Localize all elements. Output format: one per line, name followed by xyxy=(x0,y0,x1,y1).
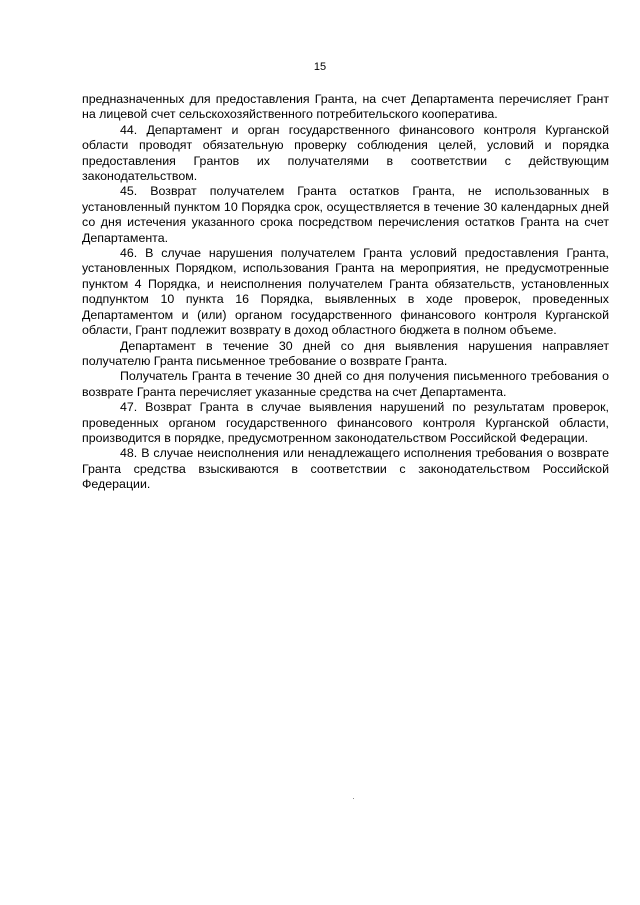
page-number: 15 xyxy=(313,61,327,73)
paragraph-44: 44. Департамент и орган государственного финансового контроля Курганской области проводят обязательную проверку соблюдения целей, условий и порядка предоставления Грантов их получателями в соответствии с действующим законодательством. xyxy=(82,122,609,184)
paragraph-continuation: предназначенных для предоставления Гранта, на счет Департамента перечисляет Грант на лицевой счет сельскохозяйственного потребительского кооператива. xyxy=(82,92,609,122)
paragraph-46: 46. В случае нарушения получателем Гранта условий предоставления Гранта, установленных Порядком, использования Гранта на мероприятия, не предусмотренные пунктом 4 Порядка, и неисполнения получателем Гранта обязательств, установленных подпунктом 10 пункта 16 Порядка, выявленных в ходе проверок, проведенных Департаментом и (или) органом государственного финансового контроля Курганской области, Грант подлежит возврату в доход областного бюджета в полном объеме. xyxy=(82,246,609,338)
paragraph-45: 45. Возврат получателем Гранта остатков Гранта, не использованных в установленный пунктом 10 Порядка срок, осуществляется в течение 30 календарных дней со дня истечения указанного срока посредством перечисления остатков Гранта на счет Департамента. xyxy=(82,184,609,245)
paragraph-46-notice: Департамент в течение 30 дней со дня выявления нарушения направляет получателю Гранта письменное требование о возврате Гранта. xyxy=(82,338,609,368)
document-body xyxy=(82,92,609,493)
paragraph-46-repayment: Получатель Гранта в течение 30 дней со дня получения письменного требования о возврате Гранта перечисляет указанные средства на счет Департамента. xyxy=(82,369,609,399)
paragraph-47: 47. Возврат Гранта в случае выявления нарушений по результатам проверок, проведенных органом государственного финансового контроля Курганской области, производится в порядке, предусмотренном законодательством Российской Федерации. xyxy=(82,400,609,445)
paragraph-48: 48. В случае неисполнения или ненадлежащего исполнения требования о возврате Гранта средства взыскиваются в соответствии с законодательством Российской Федерации. xyxy=(82,446,609,492)
scan-speck xyxy=(353,798,354,799)
